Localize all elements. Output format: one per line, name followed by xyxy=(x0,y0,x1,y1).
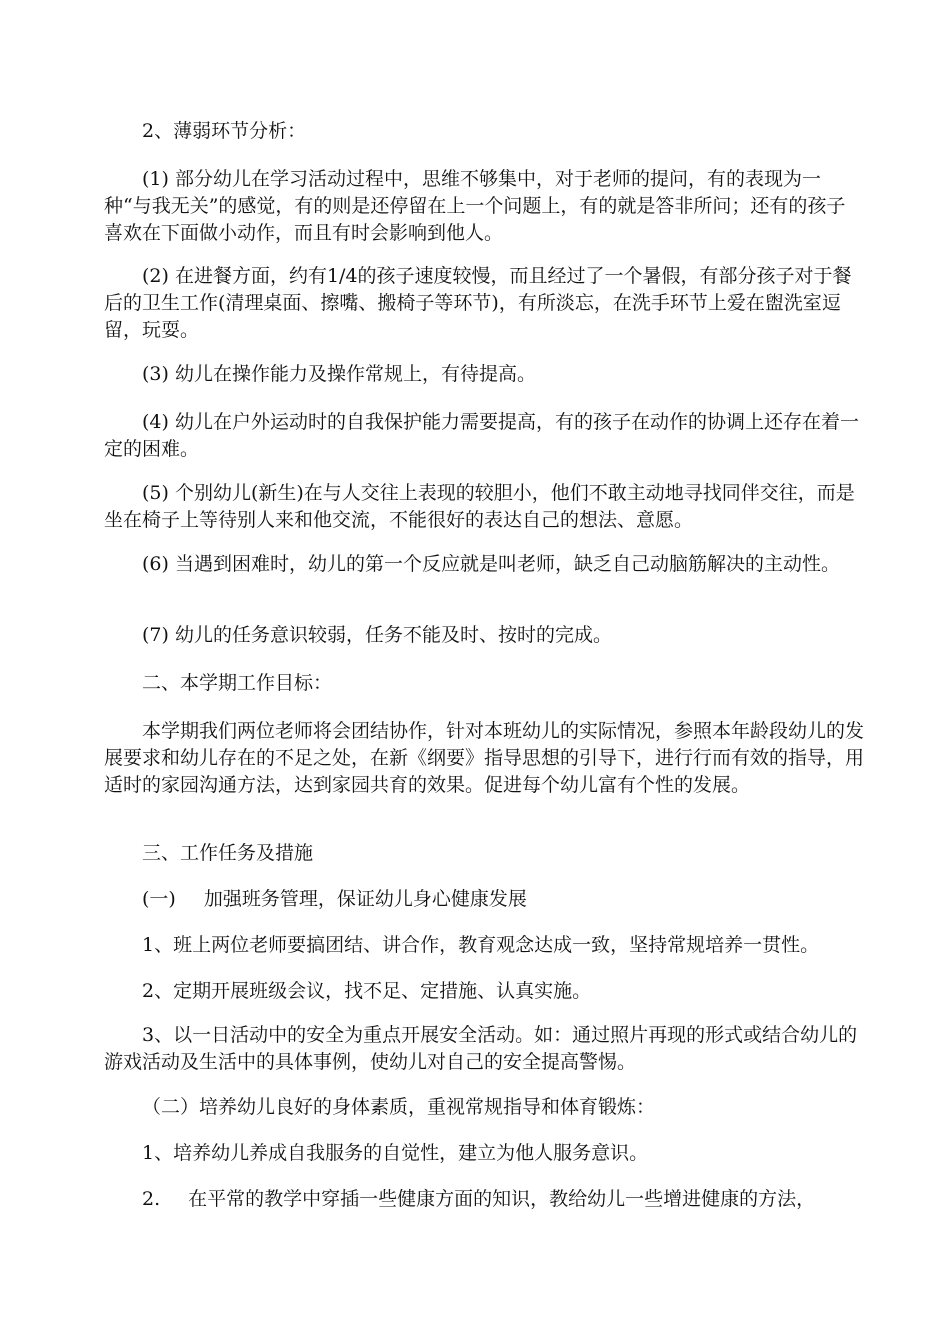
paragraph-item-3 xyxy=(104,361,864,388)
paragraph-section-2-heading xyxy=(104,118,864,145)
paragraph-text: (4) 幼儿在户外运动时的自我保护能力需要提高，有的孩子在动作的协调上还存在着一定的困难。 xyxy=(104,411,859,460)
paragraph-text: 1、班上两位老师要搞团结、讲合作，教育观念达成一致，坚持常规培养一贯性。 xyxy=(142,934,820,956)
paragraph-item-1 xyxy=(104,166,864,247)
paragraph-text: 3、以一日活动中的安全为重点开展安全活动。如：通过照片再现的形式或结合幼儿的游戏活动及生活中的具体事例，使幼儿对自己的安全提高警惕。 xyxy=(104,1024,858,1073)
paragraph-text: (7) 幼儿的任务意识较弱，任务不能及时、按时的完成。 xyxy=(142,624,612,646)
paragraph-text: 三、工作任务及措施 xyxy=(142,842,314,864)
paragraph-subsection-1-heading xyxy=(104,886,864,913)
paragraph-text: 2、薄弱环节分析： xyxy=(142,120,307,142)
paragraph-item-4 xyxy=(104,409,864,463)
paragraph-text: 加强班务管理，保证幼儿身心健康发展 xyxy=(203,888,527,910)
paragraph-section-tasks-heading xyxy=(104,840,864,867)
paragraph-item-7 xyxy=(104,622,864,649)
paragraph-task-1 xyxy=(104,932,864,959)
paragraph-task-3 xyxy=(104,1022,864,1076)
paragraph-health-2 xyxy=(104,1186,864,1213)
paragraph-item-5 xyxy=(104,480,864,534)
paragraph-text: (3) 幼儿在操作能力及操作常规上，有待提高。 xyxy=(142,363,536,385)
paragraph-section-goals-heading xyxy=(104,670,864,697)
paragraph-goals-body xyxy=(104,718,864,799)
paragraph-subsection-2-heading xyxy=(104,1094,864,1121)
paragraph-item-6 xyxy=(104,551,864,578)
paragraph-text: 1、培养幼儿养成自我服务的自觉性，建立为他人服务意识。 xyxy=(142,1142,649,1164)
paragraph-text: (5) 个别幼儿(新生)在与人交往上表现的较胆小，他们不敢主动地寻找同伴交往，而是坐在椅子上等待别人来和他交流，不能很好的表达自己的想法、意愿。 xyxy=(104,482,855,531)
paragraph-text: 在平常的教学中穿插一些健康方面的知识，教给幼儿一些增进健康的方法， xyxy=(188,1188,816,1210)
paragraph-task-2 xyxy=(104,978,864,1005)
paragraph-health-1 xyxy=(104,1140,864,1167)
item-label: 2. xyxy=(142,1188,161,1210)
paragraph-text: (6) 当遇到困难时，幼儿的第一个反应就是叫老师，缺乏自己动脑筋解决的主动性。 xyxy=(142,553,840,575)
paragraph-text: （二）培养幼儿良好的身体素质，重视常规指导和体育锻炼： xyxy=(142,1096,656,1118)
subsection-label: (一) xyxy=(142,888,176,910)
paragraph-text: (2) 在进餐方面，约有1/4的孩子速度较慢，而且经过了一个暑假，有部分孩子对于餐后的卫生工作(清理桌面、擦嘴、搬椅子等环节)，有所淡忘，在洗手环节上爱在盥洗室逗留，玩耍。 xyxy=(104,265,852,341)
paragraph-text: 本学期我们两位老师将会团结协作，针对本班幼儿的实际情况，参照本年龄段幼儿的发展要求和幼儿存在的不足之处，在新《纲要》指导思想的引导下，进行行而有效的指导，用适时的家园沟通方法，达到家园共育的效果。促进每个幼儿富有个性的发展。 xyxy=(104,720,865,796)
paragraph-text: 2、定期开展班级会议，找不足、定措施、认真实施。 xyxy=(142,980,592,1002)
paragraph-text: (1) 部分幼儿在学习活动过程中，思维不够集中，对于老师的提问，有的表现为一种“与我无关”的感觉，有的则是还停留在上一个问题上，有的就是答非所问；还有的孩子喜欢在下面做小动作，而且有时会影响到他人。 xyxy=(104,168,846,244)
paragraph-item-2 xyxy=(104,263,864,344)
paragraph-text: 二、本学期工作目标： xyxy=(142,672,333,694)
